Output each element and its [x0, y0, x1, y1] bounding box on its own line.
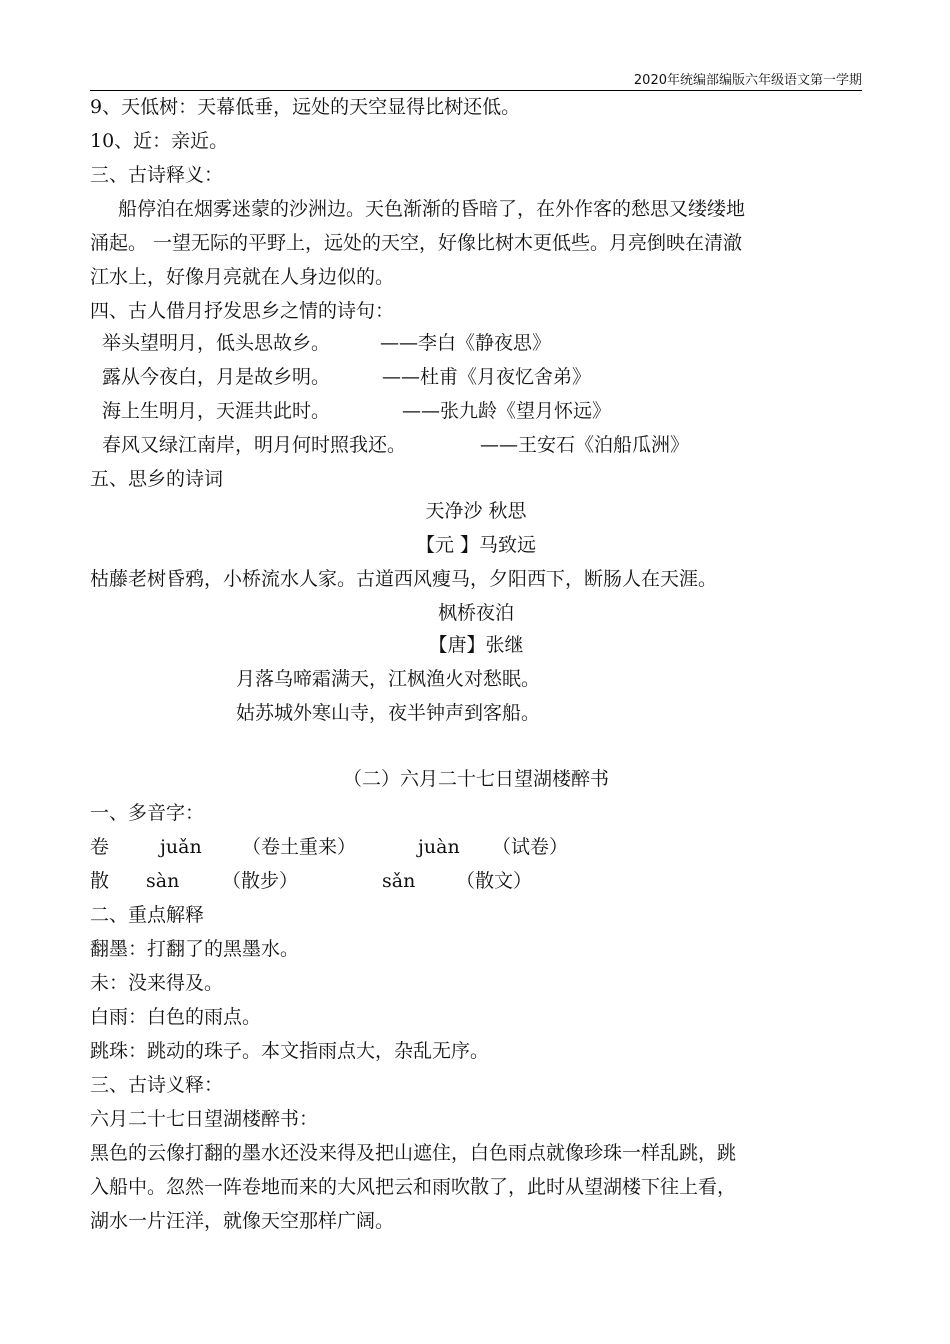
page-header: 2020年统编部编版六年级语文第一学期 [90, 72, 862, 91]
note-10: 10、近：亲近。 [90, 130, 229, 152]
poem-title: 枫桥夜泊 [437, 602, 514, 624]
paragraph-line: 入船中。忽然一阵卷地而来的大风把云和雨吹散了，此时从望湖楼下往上看， [90, 1176, 737, 1198]
paragraph-line: 涌起。 一望无际的平野上，远处的天空，好像比树木更低些。月亮倒映在清澈 [90, 232, 743, 254]
pinyin: sǎn [382, 870, 416, 892]
moon-line: 春风又绿江南岸，明月何时照我还。 [102, 434, 407, 456]
term-definition: 翻墨：打翻了的黑墨水。 [90, 938, 300, 960]
example-word: （卷土重来） [242, 836, 357, 858]
poem-author: 【唐】张继 [428, 634, 524, 656]
moon-line: 露从今夜白，月是故乡明。 [102, 366, 331, 388]
example-word: （试卷） [492, 836, 569, 858]
paragraph-line: 湖水一片汪洋，就像天空那样广阔。 [90, 1210, 395, 1232]
moon-line-source: ——张九龄《望月怀远》 [402, 400, 612, 422]
example-word: （散步） [222, 870, 299, 892]
section-heading-homesick-poems: 五、思乡的诗词 [90, 468, 224, 490]
poem-author: 【元 】马致远 [415, 534, 537, 556]
section-heading-moon-lines: 四、古人借月抒发思乡之情的诗句： [90, 300, 395, 322]
term-definition: 白雨：白色的雨点。 [90, 1006, 262, 1028]
moon-line-source: ——王安石《泊船瓜洲》 [480, 434, 690, 456]
polyphone-char: 卷 [90, 836, 110, 858]
poem-line: 月落乌啼霜满天，江枫渔火对愁眠。 [236, 668, 541, 690]
poem-title: 天净沙 秋思 [425, 500, 527, 522]
lesson-title: （二）六月二十七日望湖楼醉书 [342, 768, 609, 790]
poem-text: 枯藤老树昏鸦，小桥流水人家。古道西风瘦马，夕阳西下，断肠人在天涯。 [90, 568, 718, 590]
moon-line: 海上生明月，天涯共此时。 [102, 400, 331, 422]
pinyin: juàn [418, 836, 460, 858]
moon-line-source: ——李白《静夜思》 [380, 332, 552, 354]
term-definition: 未：没来得及。 [90, 972, 224, 994]
poem-line: 姑苏城外寒山寺，夜半钟声到客船。 [236, 702, 541, 724]
polyphone-char: 散 [90, 870, 110, 892]
pinyin: juǎn [160, 836, 202, 858]
section-heading-interpretation: 三、古诗释义： [90, 164, 224, 186]
section-heading-polyphones: 一、多音字： [90, 802, 205, 824]
pinyin: sàn [146, 870, 180, 892]
section-heading-interpretation: 三、古诗义释： [90, 1074, 224, 1096]
paragraph-line: 江水上，好像月亮就在人身边似的。 [90, 266, 395, 288]
term-definition: 跳珠：跳动的珠子。本文指雨点大，杂乱无序。 [90, 1040, 490, 1062]
note-9: 9、天低树：天幕低垂，远处的天空显得比树还低。 [90, 96, 521, 118]
moon-line: 举头望明月，低头思故乡。 [102, 332, 331, 354]
example-word: （散文） [456, 870, 533, 892]
poem-subheading: 六月二十七日望湖楼醉书： [90, 1108, 319, 1130]
paragraph-line: 船停泊在烟雾迷蒙的沙洲边。天色渐渐的昏暗了，在外作客的愁思又缕缕地 [118, 198, 746, 220]
paragraph-line: 黑色的云像打翻的墨水还没来得及把山遮住，白色雨点就像珍珠一样乱跳，跳 [90, 1142, 737, 1164]
moon-line-source: ——杜甫《月夜忆舍弟》 [382, 366, 592, 388]
section-heading-key-terms: 二、重点解释 [90, 904, 205, 926]
